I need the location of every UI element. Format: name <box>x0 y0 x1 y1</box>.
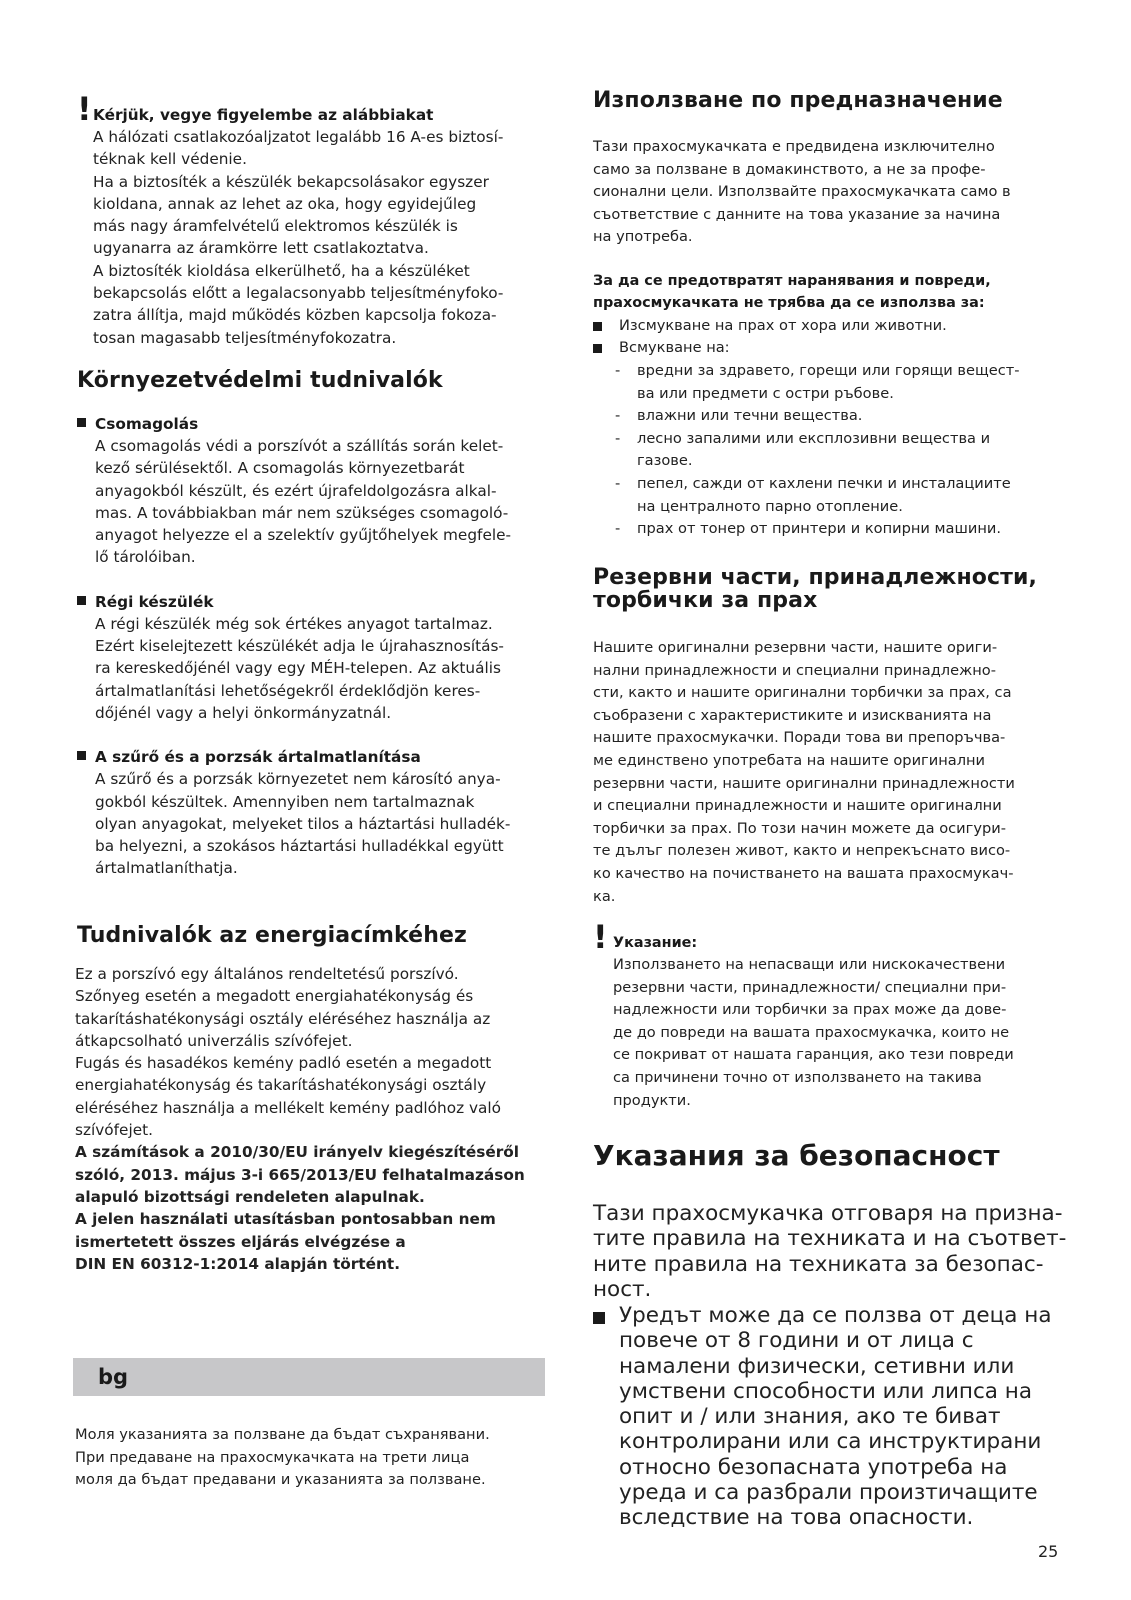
prevent-list <box>593 315 1068 541</box>
bullet-square-icon <box>77 751 86 760</box>
dash-item <box>593 405 1068 428</box>
text-line: olyan anyagokat, melyeket tilos a háztartási hulladék- <box>95 814 511 833</box>
bullet-square-icon <box>77 418 86 427</box>
note-block <box>93 104 553 349</box>
text-line: съобразени с характеристиките и изискванията на <box>593 706 992 724</box>
text-line: - пепел, сажди от кахлени печки и инсталациите <box>637 474 1011 492</box>
text-line: резервни части, принадлежности/ специални при- <box>613 978 1007 996</box>
text-line: gokból készültek. Amennyiben nem tartalmaznak <box>95 792 475 811</box>
text-line: тите правила на техниката и на съответ- <box>593 1226 1067 1252</box>
text-line: bekapcsolás előtt a legalacsonyabb teljesítményfoko- <box>93 284 504 303</box>
parts-text <box>593 637 1068 908</box>
hint-block <box>613 932 1068 1112</box>
env-item-title: Régi készülék <box>77 591 547 613</box>
energy-text <box>75 963 545 1275</box>
text-line: A számítások a 2010/30/EU irányelv kiegészítéséről <box>75 1143 520 1162</box>
bullet-square-icon <box>593 322 602 331</box>
text-line: контролирани или са инструктирани <box>619 1429 1042 1455</box>
text-line: A jelen használati utasításban pontosabban nem <box>75 1210 496 1229</box>
safety-item <box>593 1303 1068 1531</box>
hint-text <box>613 954 1068 1112</box>
text-line: A régi készülék még sok értékes anyagot tartalmaz. <box>95 614 493 633</box>
text-line: - лесно запалими или експлозивни вещества и <box>637 429 991 447</box>
text-line: kező sérülésektől. A csomagolás környezetbarát <box>95 459 465 478</box>
text-line: торбички за прах <box>593 588 818 613</box>
text-line: ártalmatlaníthatja. <box>95 859 238 878</box>
text-line: сти, както и нашите оригинални торбички за прах, са <box>593 684 1012 702</box>
text-line: де до повреди на вашата прахосмукачка, които не <box>613 1023 1010 1041</box>
prevent-block <box>593 270 1068 541</box>
dash-item <box>593 518 1068 541</box>
text-line: на употреба. <box>593 228 693 246</box>
text-line: átkapcsolható univerzális szívófejet. <box>75 1031 353 1050</box>
text-line: takarításhatékonysági osztály eléréséhez használja az <box>75 1009 491 1028</box>
bullet-square-icon <box>593 1312 605 1324</box>
text-line: ba helyezni, a szokásos háztartási hulladékkal együtt <box>95 837 504 856</box>
note-text <box>93 126 553 349</box>
text-line: Ezért kiselejtezett készülékét adja le újrahasznosítás- <box>95 637 504 656</box>
text-line: zatra állítja, majd működés közben kapcsolja fokoza- <box>93 306 497 325</box>
text-line: ártalmatlanítási lehetőségekről érdeklődjön keres- <box>95 681 481 700</box>
text-line: вследствие на това опасности. <box>619 1505 974 1531</box>
list-item: Изсмукване на прах от хора или животни. <box>593 315 1068 338</box>
text-line: Тази прахосмукачка отговаря на призна- <box>593 1201 1063 1226</box>
text-line: Нашите оригинални резервни части, нашите ориги- <box>593 639 998 656</box>
text-line: торбички за прах. По този начин можете да осигури- <box>593 819 1006 837</box>
text-line: Резервни части, принадлежности, <box>593 565 1037 590</box>
text-line: Моля указанията за ползване да бъдат съхранявани. <box>75 1426 490 1443</box>
text-line: energiahatékonyság és takarításhatékonysági osztály <box>75 1076 487 1095</box>
text-line: сионални цели. Използвайте прахосмукачката само в <box>593 183 1011 201</box>
text-line: mas. A továbbiakban már nem szükséges csomagoló- <box>95 503 509 522</box>
bg-intro-text <box>75 1424 545 1492</box>
text-line: ва или предмети с остри ръбове. <box>637 384 894 402</box>
page-number: 25 <box>1038 1542 1059 1561</box>
env-heading: Környezetvédelmi tudnivalók <box>77 368 443 393</box>
text-line: са причинени точно от използването на такива <box>613 1068 982 1086</box>
warning-icon: ! <box>593 918 608 956</box>
right-column <box>593 0 1068 1531</box>
hint-title: Указание: <box>613 935 698 951</box>
text-line: ка. <box>593 887 616 905</box>
env-item-title: Csomagolás <box>77 413 547 435</box>
text-line: szóló, 2013. május 3-i 665/2013/EU felhatalmazáson <box>75 1165 525 1184</box>
prevent-title <box>593 270 1068 315</box>
text-line: и специални принадлежности и нашите оригинални <box>593 797 1002 815</box>
warning-icon: ! <box>77 90 92 128</box>
text-line: повече от 8 години и от лица с <box>619 1328 974 1354</box>
language-code: bg <box>98 1365 129 1389</box>
text-line: прахосмукачката не трябва да се използва за: <box>593 295 985 312</box>
text-line: - влажни или течни вещества. <box>637 407 863 425</box>
text-line: A hálózati csatlakozóaljzatot legalább 16 A-es biztosí- <box>93 128 504 146</box>
text-line: За да се предотвратят наранявания и повреди, <box>593 273 991 289</box>
dash-item <box>593 473 1068 518</box>
text-line: alapuló bizottsági rendeleten alapulnak. <box>75 1187 425 1206</box>
text-line: Ez a porszívó egy általános rendeltetésű porszívó. <box>75 965 459 983</box>
env-items <box>77 413 547 902</box>
text-line: само за ползване в домакинството, а не за профе- <box>593 160 986 178</box>
text-line: опит и / или знания, ако те биват <box>619 1404 1001 1430</box>
parts-heading <box>593 566 1037 612</box>
text-line: anyagot helyezze el a szelektív gyűjtőhelyek megfele- <box>95 526 512 545</box>
text-line: Fugás és hasadékos kemény padló esetén a megadott <box>75 1054 492 1073</box>
bullet-square-icon <box>77 596 86 605</box>
text-line: lő tárolóiban. <box>95 548 196 567</box>
text-line: - вредни за здравето, горещи или горящи вещест- <box>637 362 1020 379</box>
text-line: Ha a biztosíték a készülék bekapcsolásakor egyszer <box>93 172 489 191</box>
list-item: Всмукване на: <box>593 337 1068 360</box>
text-line: ме единствено употребата на нашите оригинални <box>593 751 986 769</box>
text-line: - прах от тонер от принтери и копирни машини. <box>637 520 1001 538</box>
text-line: ismertetett összes eljárás elvégzése a <box>75 1232 406 1251</box>
text-line: нашите прахосмукачки. Поради това ви препоръчва- <box>593 729 1006 747</box>
text-line: eléréséhez használja a mellékelt kemény padlóhoz való <box>75 1098 502 1117</box>
text-line: A szűrő és a porzsák környezetet nem károsító anya- <box>95 770 501 789</box>
text-line: нални принадлежности и специални принадлежно- <box>593 661 996 679</box>
text-line: относно безопасната употреба на <box>619 1454 1008 1480</box>
text-line: ко качество на почистването на вашата прахосмукач- <box>593 864 1014 882</box>
text-line: Използването на непасващи или нискокачествени <box>613 956 1006 973</box>
text-line: продукти. <box>613 1091 691 1109</box>
text-line: Уредът може да се ползва от деца на <box>619 1303 1052 1328</box>
env-item-title: A szűrő és a porzsák ártalmatlanítása <box>77 746 547 768</box>
dash-item <box>593 428 1068 473</box>
text-line: tosan magasabb teljesítményfokozatra. <box>93 328 397 347</box>
text-line: anyagokból készült, és ezért újrafeldolgozásra alkal- <box>95 481 497 500</box>
text-line: téknak kell védenie. <box>93 150 247 169</box>
env-item <box>77 591 547 724</box>
dash-item <box>593 360 1068 405</box>
text-line: A csomagolás védi a porszívót a szállítás során kelet- <box>95 437 504 455</box>
text-line: При предаване на прахосмукачката на трети лица <box>75 1448 470 1466</box>
use-heading: Използване по предназначение <box>593 88 1003 113</box>
text-line: ra kereskedőjénél vagy egy MÉH-telepen. Az aktuális <box>95 659 501 678</box>
env-item <box>77 413 547 569</box>
text-line: A biztosíték kioldása elkerülhető, ha a készüléket <box>93 261 470 280</box>
text-line: на централното парно отопление. <box>637 497 903 515</box>
note-title: Kérjük, vegye figyelembe az alábbiakat <box>93 106 434 124</box>
text-line: DIN EN 60312-1:2014 alapján történt. <box>75 1254 401 1273</box>
language-bar <box>73 1358 545 1396</box>
text-line: намалени физически, сетивни или <box>619 1353 1015 1379</box>
env-item <box>77 746 547 879</box>
text-line: съответствие с данните на това указание за начина <box>593 205 1001 223</box>
text-line: газове. <box>637 452 693 470</box>
text-line: уреда и са разбрали произтичащите <box>619 1480 1038 1506</box>
text-line: надлежности или торбички за прах може да дове- <box>613 1001 1007 1019</box>
text-line: ност. <box>593 1276 652 1302</box>
text-line: Szőnyeg esetén a megadott energiahatékonyság és <box>75 987 474 1006</box>
text-line: szívófejet. <box>75 1121 153 1140</box>
text-line: резервни части, нашите оригинални принадлежности <box>593 774 1015 792</box>
text-line: ugyanarra az áramkörre lett csatlakoztatva. <box>93 239 429 258</box>
safety-intro <box>593 1201 1068 1302</box>
bullet-square-icon <box>593 344 602 353</box>
text-line: Тази прахосмукачката е предвидена изключително <box>593 138 995 155</box>
text-line: умствени способности или липса на <box>619 1378 1033 1404</box>
text-line: се покриват от нашата гаранция, ако тези повреди <box>613 1046 1014 1064</box>
energy-heading: Tudnivalók az energiacímkéhez <box>77 923 467 948</box>
text-line: ните правила на техниката за безопас- <box>593 1251 1044 1277</box>
use-text <box>593 136 1063 249</box>
text-line: те дълъг полезен живот, както и непрекъснато висо- <box>593 842 1011 860</box>
text-line: моля да бъдат предавани и указанията за ползване. <box>75 1471 486 1489</box>
text-line: dőjénél vagy a helyi önkormányzatnál. <box>95 703 392 722</box>
text-line: más nagy áramfelvételű elektromos készülék is <box>93 217 458 236</box>
text-line: kioldana, annak az lehet az oka, hogy egyidejűleg <box>93 194 477 213</box>
safety-heading: Указания за безопасност <box>593 1139 1000 1172</box>
